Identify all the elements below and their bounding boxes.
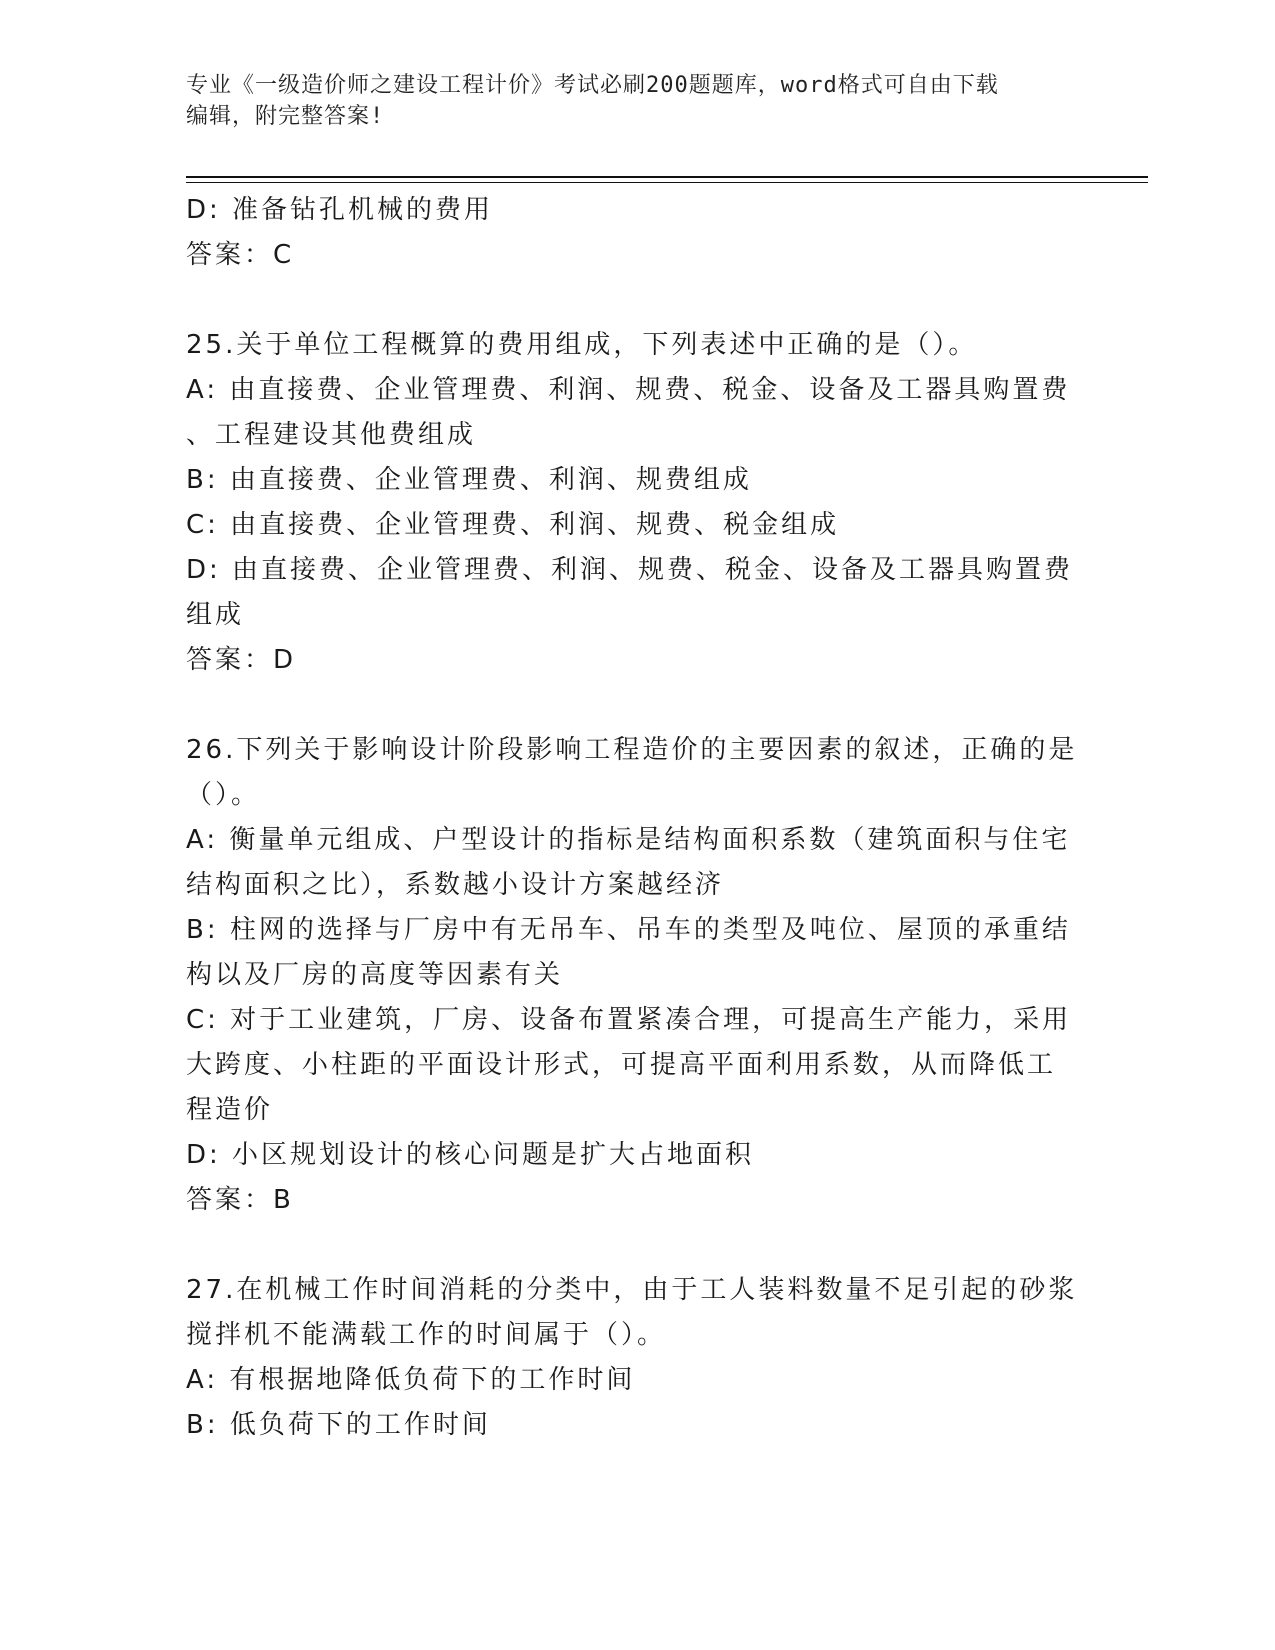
question-25 bbox=[186, 323, 1076, 683]
q26-option-b-line-1: B: 柱网的选择与厂房中有无吊车、吊车的类型及吨位、屋顶的承重结 bbox=[186, 915, 1071, 945]
q25-option-d-line-1: D: 由直接费、企业管理费、利润、规费、税金、设备及工器具购置费 bbox=[186, 555, 1074, 585]
question-26 bbox=[186, 728, 1076, 1223]
q26-option-c-line-3: 程造价 bbox=[186, 1095, 274, 1125]
q25-stem: 25.关于单位工程概算的费用组成，下列表述中正确的是（）。 bbox=[186, 330, 978, 360]
q26-option-d: D: 小区规划设计的核心问题是扩大占地面积 bbox=[186, 1140, 755, 1170]
q24-answer: 答案：C bbox=[186, 240, 295, 270]
q26-option-b-line-2: 构以及厂房的高度等因素有关 bbox=[186, 960, 564, 990]
q25-option-b: B: 由直接费、企业管理费、利润、规费组成 bbox=[186, 465, 752, 495]
question-27 bbox=[186, 1268, 1076, 1448]
q27-stem-line-1: 27.在机械工作时间消耗的分类中，由于工人装料数量不足引起的砂浆 bbox=[186, 1275, 1078, 1305]
q26-stem-line-1: 26.下列关于影响设计阶段影响工程造价的主要因素的叙述，正确的是 bbox=[186, 735, 1078, 765]
q24-option-d: D: 准备钻孔机械的费用 bbox=[186, 195, 494, 225]
q25-option-d-line-2: 组成 bbox=[186, 600, 245, 630]
header-line-2: 编辑，附完整答案! bbox=[186, 104, 385, 129]
q26-answer: 答案：B bbox=[186, 1185, 294, 1215]
page-header bbox=[186, 70, 1066, 132]
q26-option-c-line-1: C: 对于工业建筑，厂房、设备布置紧凑合理，可提高生产能力，采用 bbox=[186, 1005, 1072, 1035]
q25-answer: 答案：D bbox=[186, 645, 297, 675]
q26-option-a-line-2: 结构面积之比），系数越小设计方案越经济 bbox=[186, 870, 725, 900]
spacer bbox=[186, 683, 1076, 728]
q25-option-a-line-1: A: 由直接费、企业管理费、利润、规费、税金、设备及工器具购置费 bbox=[186, 375, 1071, 405]
q27-option-b: B: 低负荷下的工作时间 bbox=[186, 1410, 491, 1440]
header-line-1: 专业《一级造价师之建设工程计价》考试必刷200题题库，word格式可自由下载 bbox=[186, 73, 999, 98]
q27-option-a: A: 有根据地降低负荷下的工作时间 bbox=[186, 1365, 636, 1395]
q26-option-c-line-2: 大跨度、小柱距的平面设计形式，可提高平面利用系数，从而降低工 bbox=[186, 1050, 1057, 1080]
spacer bbox=[186, 1223, 1076, 1268]
q25-option-c: C: 由直接费、企业管理费、利润、规费、税金组成 bbox=[186, 510, 840, 540]
spacer bbox=[186, 278, 1076, 323]
q26-stem-line-2: （）。 bbox=[186, 780, 261, 810]
header-rule-thick bbox=[186, 176, 1148, 178]
q26-option-a-line-1: A: 衡量单元组成、户型设计的指标是结构面积系数（建筑面积与住宅 bbox=[186, 825, 1071, 855]
header-rule-thin bbox=[186, 182, 1148, 183]
question-24 bbox=[186, 188, 1076, 278]
q27-stem-line-2: 搅拌机不能满载工作的时间属于（）。 bbox=[186, 1320, 667, 1350]
q25-option-a-line-2: 、工程建设其他费组成 bbox=[186, 420, 477, 450]
question-content bbox=[186, 188, 1076, 1448]
